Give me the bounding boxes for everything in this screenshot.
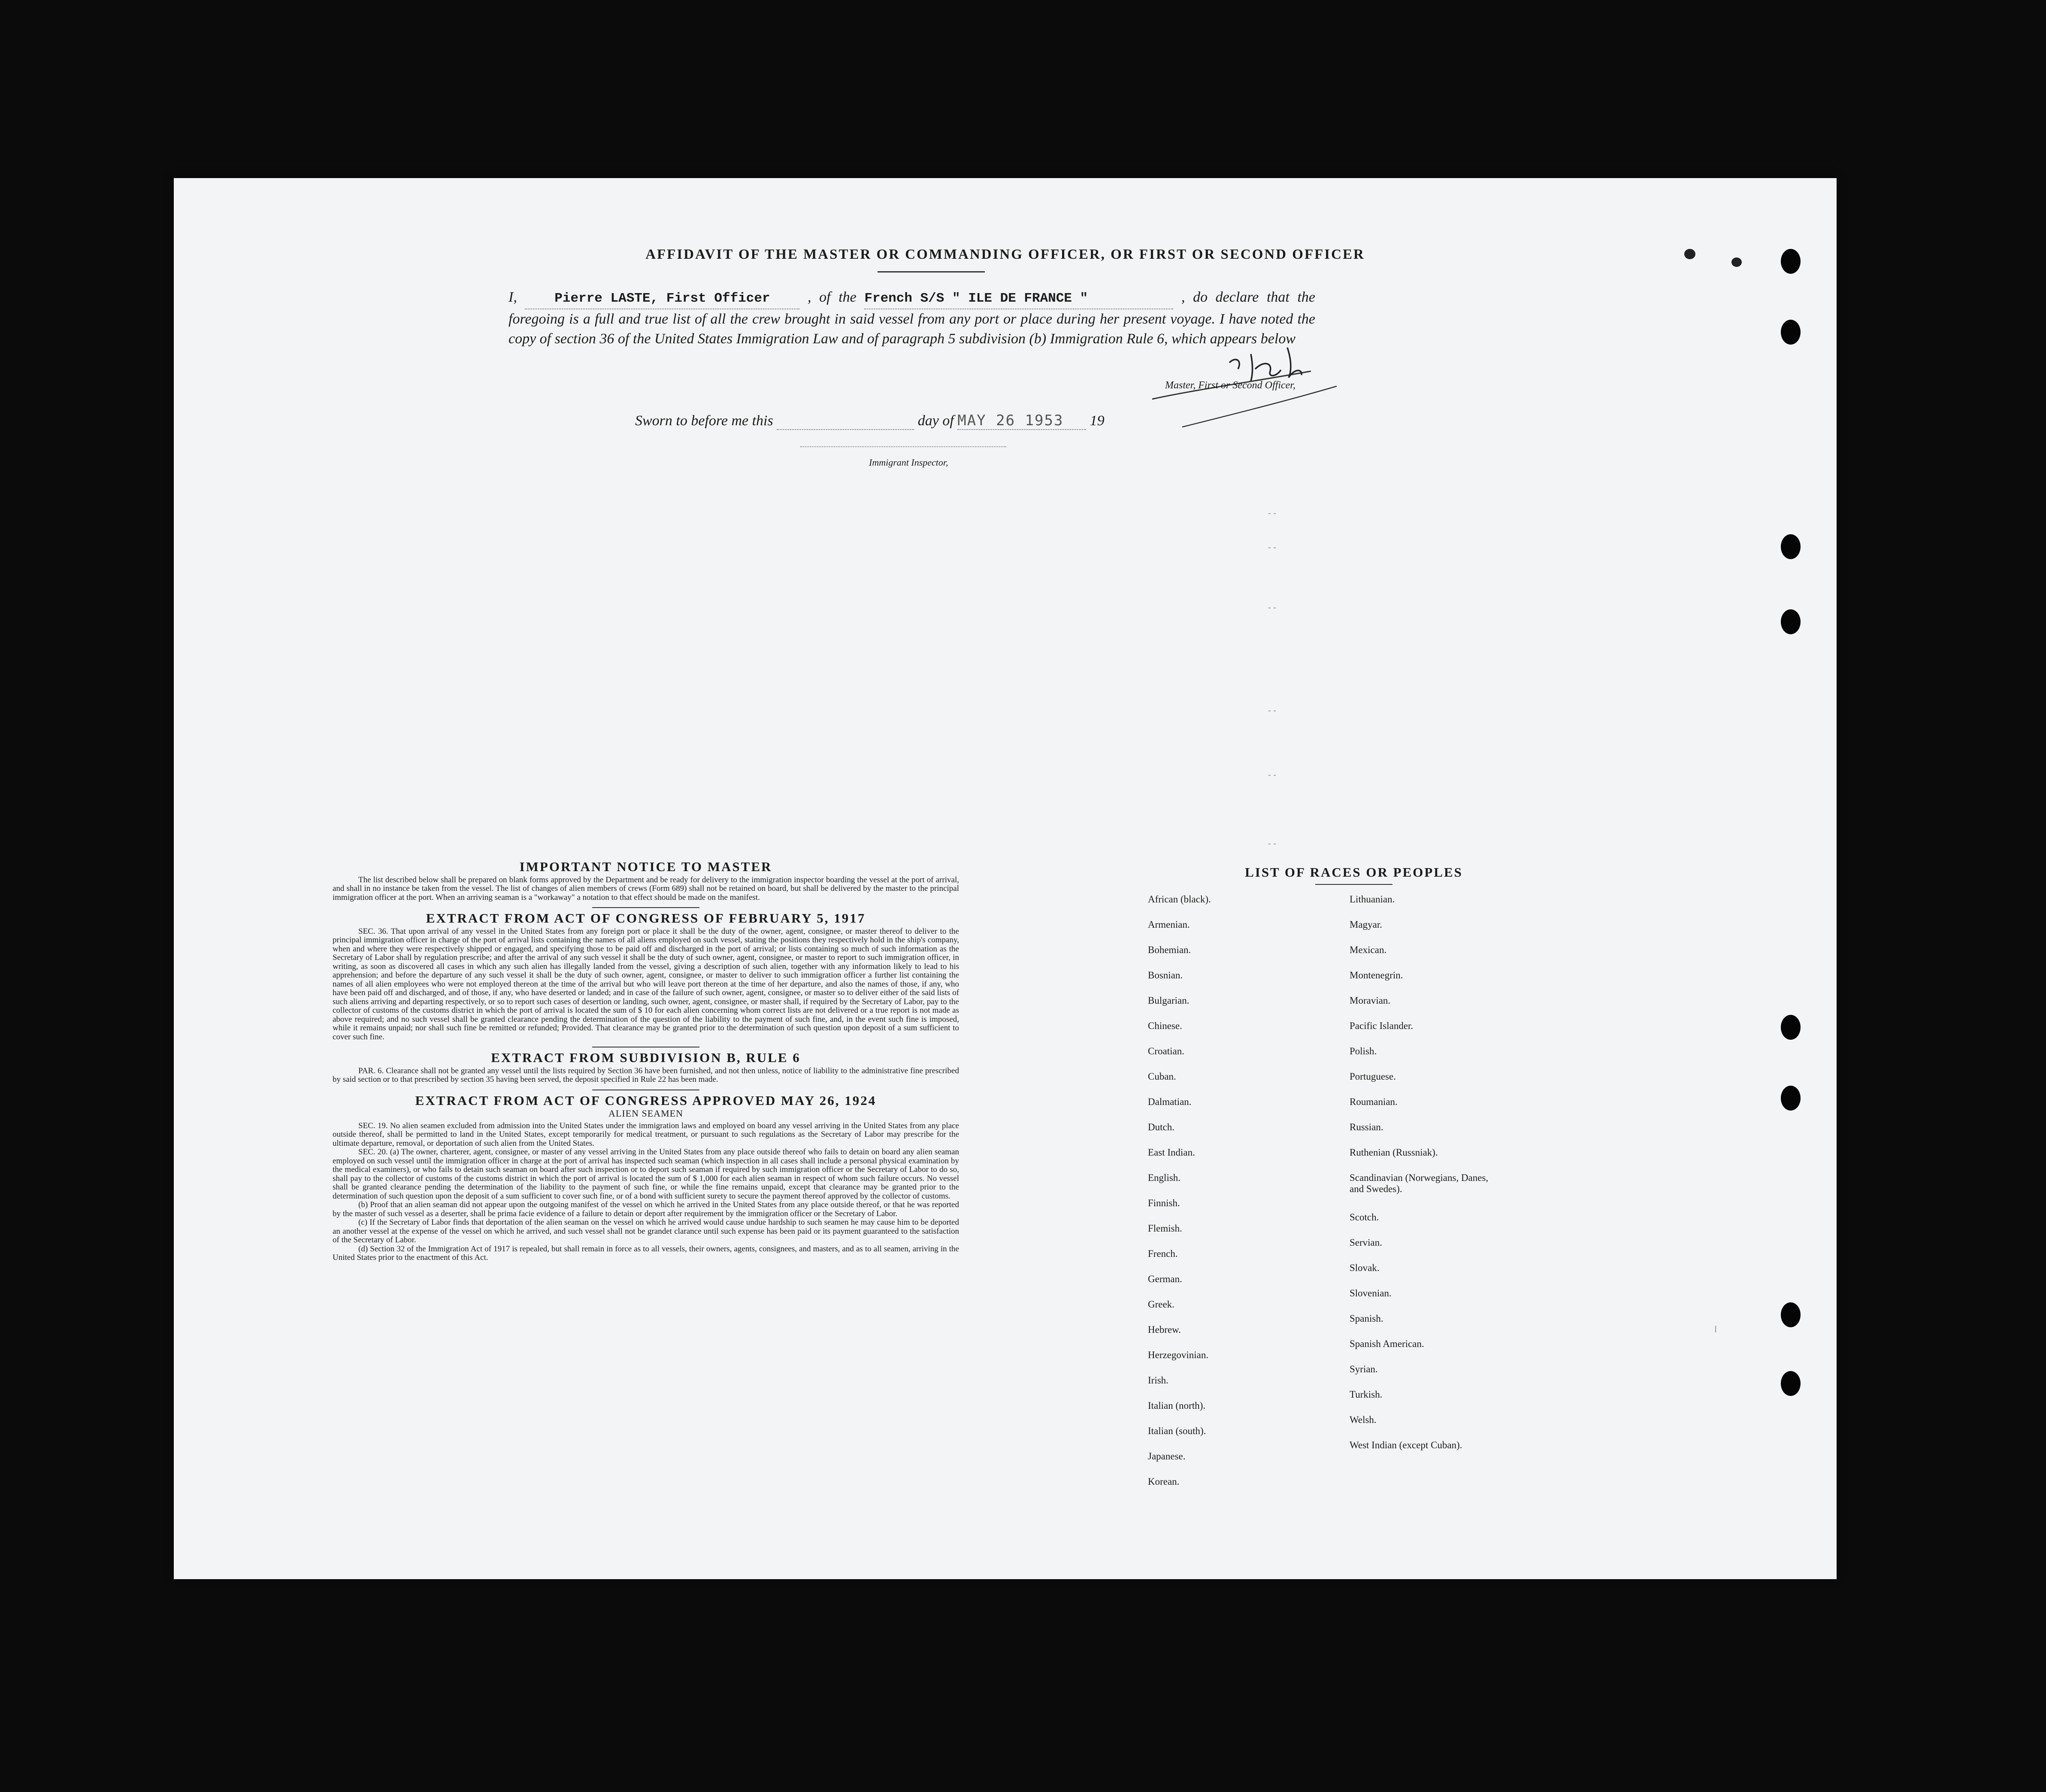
race-item: African (black).: [1148, 894, 1211, 905]
bleed-mark: - -: [1268, 706, 1276, 715]
officer-name: Pierre LASTE, First Officer: [525, 289, 799, 309]
date-stamp: MAY 26 1953: [957, 412, 1064, 429]
race-item: Herzegovinian.: [1148, 1350, 1209, 1360]
extract-1924-paragraph: (d) Section 32 of the Immigration Act of 1917 is repealed, but shall remain in force as to all vessels, their owners, agents, consignees, and masters, and as to all seamen, arriving in the United States prior to the enactment of this Act.: [333, 1244, 959, 1262]
race-item: Armenian.: [1148, 919, 1190, 930]
title-rule: [878, 271, 985, 272]
race-item: Syrian.: [1350, 1364, 1378, 1374]
race-item: Japanese.: [1148, 1451, 1186, 1462]
race-item: Polish.: [1350, 1046, 1377, 1056]
day-blank: [777, 413, 914, 430]
affidavit-statement: that the foregoing is a full and true list of all the crew brought in said vessel from any port or place during her present voyage. I have noted the copy of section 36 of the United States Immigration Law and of paragraph 5 subdivision (b) Immigration Rule 6, which appears below: [508, 289, 1316, 347]
race-item: Portuguese.: [1350, 1071, 1396, 1082]
race-item: Magyar.: [1350, 919, 1383, 930]
race-item: French.: [1148, 1248, 1178, 1259]
sworn-prefix: Sworn to before me this: [635, 413, 773, 429]
bleed-mark: - -: [1268, 839, 1276, 848]
race-item: Welsh.: [1350, 1414, 1377, 1425]
race-item: East Indian.: [1148, 1147, 1195, 1158]
vessel-name: French S/S " ILE DE FRANCE ": [864, 289, 1173, 309]
extract-1924-paragraph: (b) Proof that an alien seaman did not appear upon the outgoing manifest of the vessel on which he arrived in the United States from any place outside thereof, or that he was reported by the master of such vessel as a deserter, shall be prima facie evidence of a failure to detain or deport after requirement by the immigration officer or the Secretary of Labor.: [333, 1200, 959, 1218]
race-item: Ruthenian (Russniak).: [1350, 1147, 1438, 1158]
bleed-mark: I: [1714, 1324, 1717, 1335]
race-item: Lithuanian.: [1350, 894, 1395, 905]
races-title: LIST OF RACES OR PEOPLES: [1245, 865, 1463, 880]
race-item: West Indian (except Cuban).: [1350, 1440, 1462, 1450]
race-item: Slovak.: [1350, 1262, 1380, 1273]
punch-hole: [1781, 1015, 1801, 1040]
extract-1924-title: EXTRACT FROM ACT OF CONGRESS APPROVED MAY 26, 1924: [415, 1093, 877, 1108]
race-item: Finnish.: [1148, 1198, 1180, 1208]
notice-text: The list described below shall be prepared on blank forms approved by the Department and be ready for delivery to the immigration inspector boarding the vessel at the port of arrival, and shall in no instance be taken from the vessel. The list of changes of alien members of crews (Form 689) shall not be retained on board, but shall be delivered by the master to the principal immigration officer at the port. When an arriving seaman is a "workaway" a notation to that effect should be made on the manifest.: [333, 875, 959, 902]
extract-1924-subtitle: ALIEN SEAMEN: [608, 1108, 683, 1119]
extract-rule6-text: PAR. 6. Clearance shall not be granted any vessel until the lists required by Section 36 have been furnished, and not then unless, notice of liability to the administrative fine prescribed by said section or to that prescribed by section 35 having been served, the deposit specified in Rule 22 has been made.: [333, 1066, 959, 1084]
document-page: [174, 178, 1837, 1579]
affidavit-of-the: , of the: [808, 289, 857, 305]
race-item: Slovenian.: [1350, 1288, 1392, 1299]
race-item: Italian (south).: [1148, 1426, 1206, 1436]
punch-hole: [1781, 1371, 1801, 1396]
race-item: Croatian.: [1148, 1046, 1184, 1056]
race-item: Flemish.: [1148, 1223, 1182, 1234]
affidavit-title: AFFIDAVIT OF THE MASTER OR COMMANDING OFFICER, OR FIRST OR SECOND OFFICER: [645, 247, 1365, 262]
bleed-mark: - -: [1268, 603, 1276, 612]
race-item: Irish.: [1148, 1375, 1168, 1386]
extract-1924-paragraph: SEC. 20. (a) The owner, charterer, agent, consignee, or master of any vessel arriving in the United States from any place outside thereof who fails to detain on board any alien seaman employed on such vessel until the immigration officer in charge at the port of arrival has inspected such seaman (which inspection in all cases shall include a personal physical examination by the medical examiners), or who fails to detain such seaman on board after such inspection or to deport such seaman if required by such immigration officer or the Secretary of Labor to do so, shall pay to the collector of customs of the customs district in which the port of arrival is located the sum of $ 1,000 for each alien seaman in respect of whom such failure occurs. No vessel shall be granted clearance pending the determination of the liability to the payment of such fine, or while the fine remains unpaid, except that clearance may be granted prior to the determination of such question upon the deposit of a sum sufficient to cover such fine, or of a bond with sufficient surety to secure the payment thereof approved by the collector of customs.: [333, 1147, 959, 1201]
race-item: Roumanian.: [1350, 1096, 1398, 1107]
race-item: Mexican.: [1350, 944, 1387, 955]
signature-caption: Master, First or Second Officer,: [1165, 380, 1295, 391]
punch-hole: [1781, 534, 1801, 559]
inspector-signature-line: [800, 446, 1006, 447]
section-rule: [592, 907, 699, 908]
extract-1924-paragraph: SEC. 19. No alien seamen excluded from admission into the United States under the immigration laws and employed on board any vessel arriving in the United States from any place outside thereof, shall be permitted to land in the United States, except temporarily for medical treatment, or pursuant to such regulations as the Secretary of Labor may prescribe for the ultimate departure, removal, or deportation of such alien from the United States.: [333, 1121, 959, 1148]
races-right-column: [1350, 894, 1513, 1465]
race-item: English.: [1148, 1172, 1181, 1183]
bleed-mark: - -: [1268, 543, 1276, 552]
race-item: Italian (north).: [1148, 1400, 1206, 1411]
race-item: Bulgarian.: [1148, 995, 1189, 1006]
race-item: Russian.: [1350, 1122, 1383, 1132]
race-item: Montenegrin.: [1350, 970, 1403, 981]
extract-1917-title: EXTRACT FROM ACT OF CONGRESS OF FEBRUARY 5, 1917: [426, 911, 866, 926]
race-item: Dalmatian.: [1148, 1096, 1192, 1107]
extract-1924-paragraph: (c) If the Secretary of Labor finds that deportation of the alien seaman on the vessel on which he arrived would cause undue hardship to such seamen he may cause him to be deported an another vessel at the expense of the vessel on which he arrived, and such vessel shall not be grandet clarance until such expense has been paid or its payment guaranteed to the satisfaction of the Secretary of Labor.: [333, 1218, 959, 1244]
race-item: Greek.: [1148, 1299, 1174, 1310]
extract-1917-text: SEC. 36. That upon arrival of any vessel in the United States from any foreign port or place it shall be the duty of the owner, agent, consignee, or master thereof to deliver to the principal immigration officer in charge of the port of arrival lists containing the names of all aliens employed on such vessel, stating the positions they respectively hold in the ship's company, when and where they were respectively shipped or engaged, and specifying those to be paid off and discharged in the port of arrival; or lists containing so much of such information as the Secretary of Labor shall by regulation prescribe; and after the arrival of any such vessel it shall be the duty of such owner, agent, consignee, or master to report to such immigration officer, in writing, as soon as discovered all cases in which any such alien has illegally landed from the vessel, giving a description of such alien, together with any information likely to lead to his apprehension; and before the departure of any such vessel it shall be the duty of such owner, agent, consignee, or master to deliver to such immigration officer a further list containing the names of all alien employees who were not employed thereon at the time of the arrival but who will leave port thereon at the time of her departure, and also the names of those, if any, who have been paid off and discharged, and of those, if any, who have deserted or landed; and in case of the failure of such owner, agent, consignee, or master so to deliver either of the said lists of such aliens arriving and departing respectively, or so to report such cases of desertion or landing, such owner, agent, consignee, or master shall, if required by the Secretary of Labor, pay to the collector of customs of the customs district in which the port of arrival is located the sum of $ 10 for each alien concerning whom correct lists are not delivered or a true report is not made as above required; and no such vessel shall be granted clearance pending the determination of the question of the liability to the payment of such fine, and, in the event such fine is imposed, while it remains unpaid; nor shall such fine be remitted or refunded; Provided. That clearance may be granted prior to the determination of such question upon deposit of a sum sufficient to cover such fine.: [333, 926, 959, 1041]
race-item: Spanish.: [1350, 1313, 1383, 1324]
race-item: Pacific Islander.: [1350, 1020, 1413, 1031]
date-blank: [957, 412, 1086, 430]
punch-hole: [1781, 320, 1801, 345]
race-item: Bosnian.: [1148, 970, 1183, 981]
race-item: German.: [1148, 1274, 1182, 1284]
bleed-mark: - -: [1268, 770, 1276, 780]
punch-hole: [1781, 1302, 1801, 1327]
punch-hole: [1781, 609, 1801, 634]
year-prefix: 19: [1090, 413, 1105, 429]
race-item: Spanish American.: [1350, 1338, 1424, 1349]
inspector-caption: Immigrant Inspector,: [869, 457, 948, 468]
race-item: Moravian.: [1350, 995, 1391, 1006]
sworn-line: [635, 412, 1105, 430]
race-item: Turkish.: [1350, 1389, 1383, 1400]
punch-hole: [1781, 1086, 1801, 1111]
affidavit-intro: I,: [508, 289, 517, 305]
race-item: Chinese.: [1148, 1020, 1182, 1031]
races-title-rule: [1315, 884, 1392, 885]
race-item: Hebrew.: [1148, 1324, 1181, 1335]
race-item: Dutch.: [1148, 1122, 1174, 1132]
races-left-column: [1148, 894, 1328, 1501]
notice-title: IMPORTANT NOTICE TO MASTER: [519, 859, 772, 874]
race-item: Scandinavian (Norwegians, Danes, and Swedes).: [1350, 1172, 1489, 1194]
affidavit-declare: , do declare: [1181, 289, 1259, 305]
race-item: Korean.: [1148, 1476, 1180, 1487]
race-item: Servian.: [1350, 1237, 1383, 1248]
race-item: Scotch.: [1350, 1212, 1379, 1223]
day-of-label: day of: [917, 413, 954, 429]
race-item: Cuban.: [1148, 1071, 1176, 1082]
extract-rule6-title: EXTRACT FROM SUBDIVISION B, RULE 6: [491, 1050, 801, 1065]
notice-column: [333, 859, 959, 1262]
bleed-mark: - -: [1268, 509, 1276, 518]
race-item: Bohemian.: [1148, 944, 1191, 955]
